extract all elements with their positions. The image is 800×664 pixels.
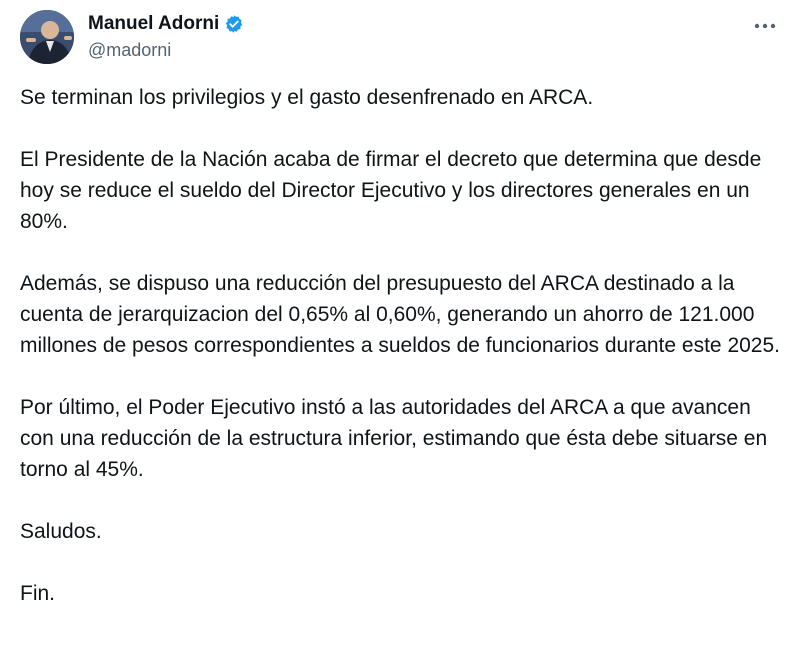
display-name[interactable]: Manuel Adorni <box>88 13 220 34</box>
tweet-paragraph: Fin. <box>20 582 56 605</box>
avatar[interactable] <box>20 10 74 64</box>
tweet-paragraph: Además, se dispuso una reducción del presupuesto del ARCA destinado a la cuenta de jerarquizacion del 0,65% al 0,60%, generando un ahorro de 121.000 millones de pesos correspondientes a sueldos de funcionarios durante este 2025. <box>20 272 780 357</box>
tweet-paragraph: Se terminan los privilegios y el gasto desenfrenado en ARCA. <box>20 86 594 109</box>
verified-badge-icon[interactable] <box>224 14 244 34</box>
tweet-header <box>20 10 780 66</box>
tweet-paragraph: El Presidente de la Nación acaba de firmar el decreto que determina que desde hoy se reduce el sueldo del Director Ejecutivo y los directores generales en un 80%. <box>20 148 762 233</box>
author-handle[interactable]: @madorni <box>88 40 172 60</box>
author-names <box>88 12 244 61</box>
avatar-image <box>20 10 74 64</box>
display-name-row <box>88 12 244 36</box>
tweet-paragraph: Por último, el Poder Ejecutivo instó a las autoridades del ARCA a que avancen con una reducción de la estructura inferior, estimando que ésta debe situarse en torno al 45%. <box>20 396 768 481</box>
more-horizontal-icon[interactable] <box>750 14 780 38</box>
tweet-paragraph: Saludos. <box>20 520 102 543</box>
tweet-text <box>20 82 780 609</box>
